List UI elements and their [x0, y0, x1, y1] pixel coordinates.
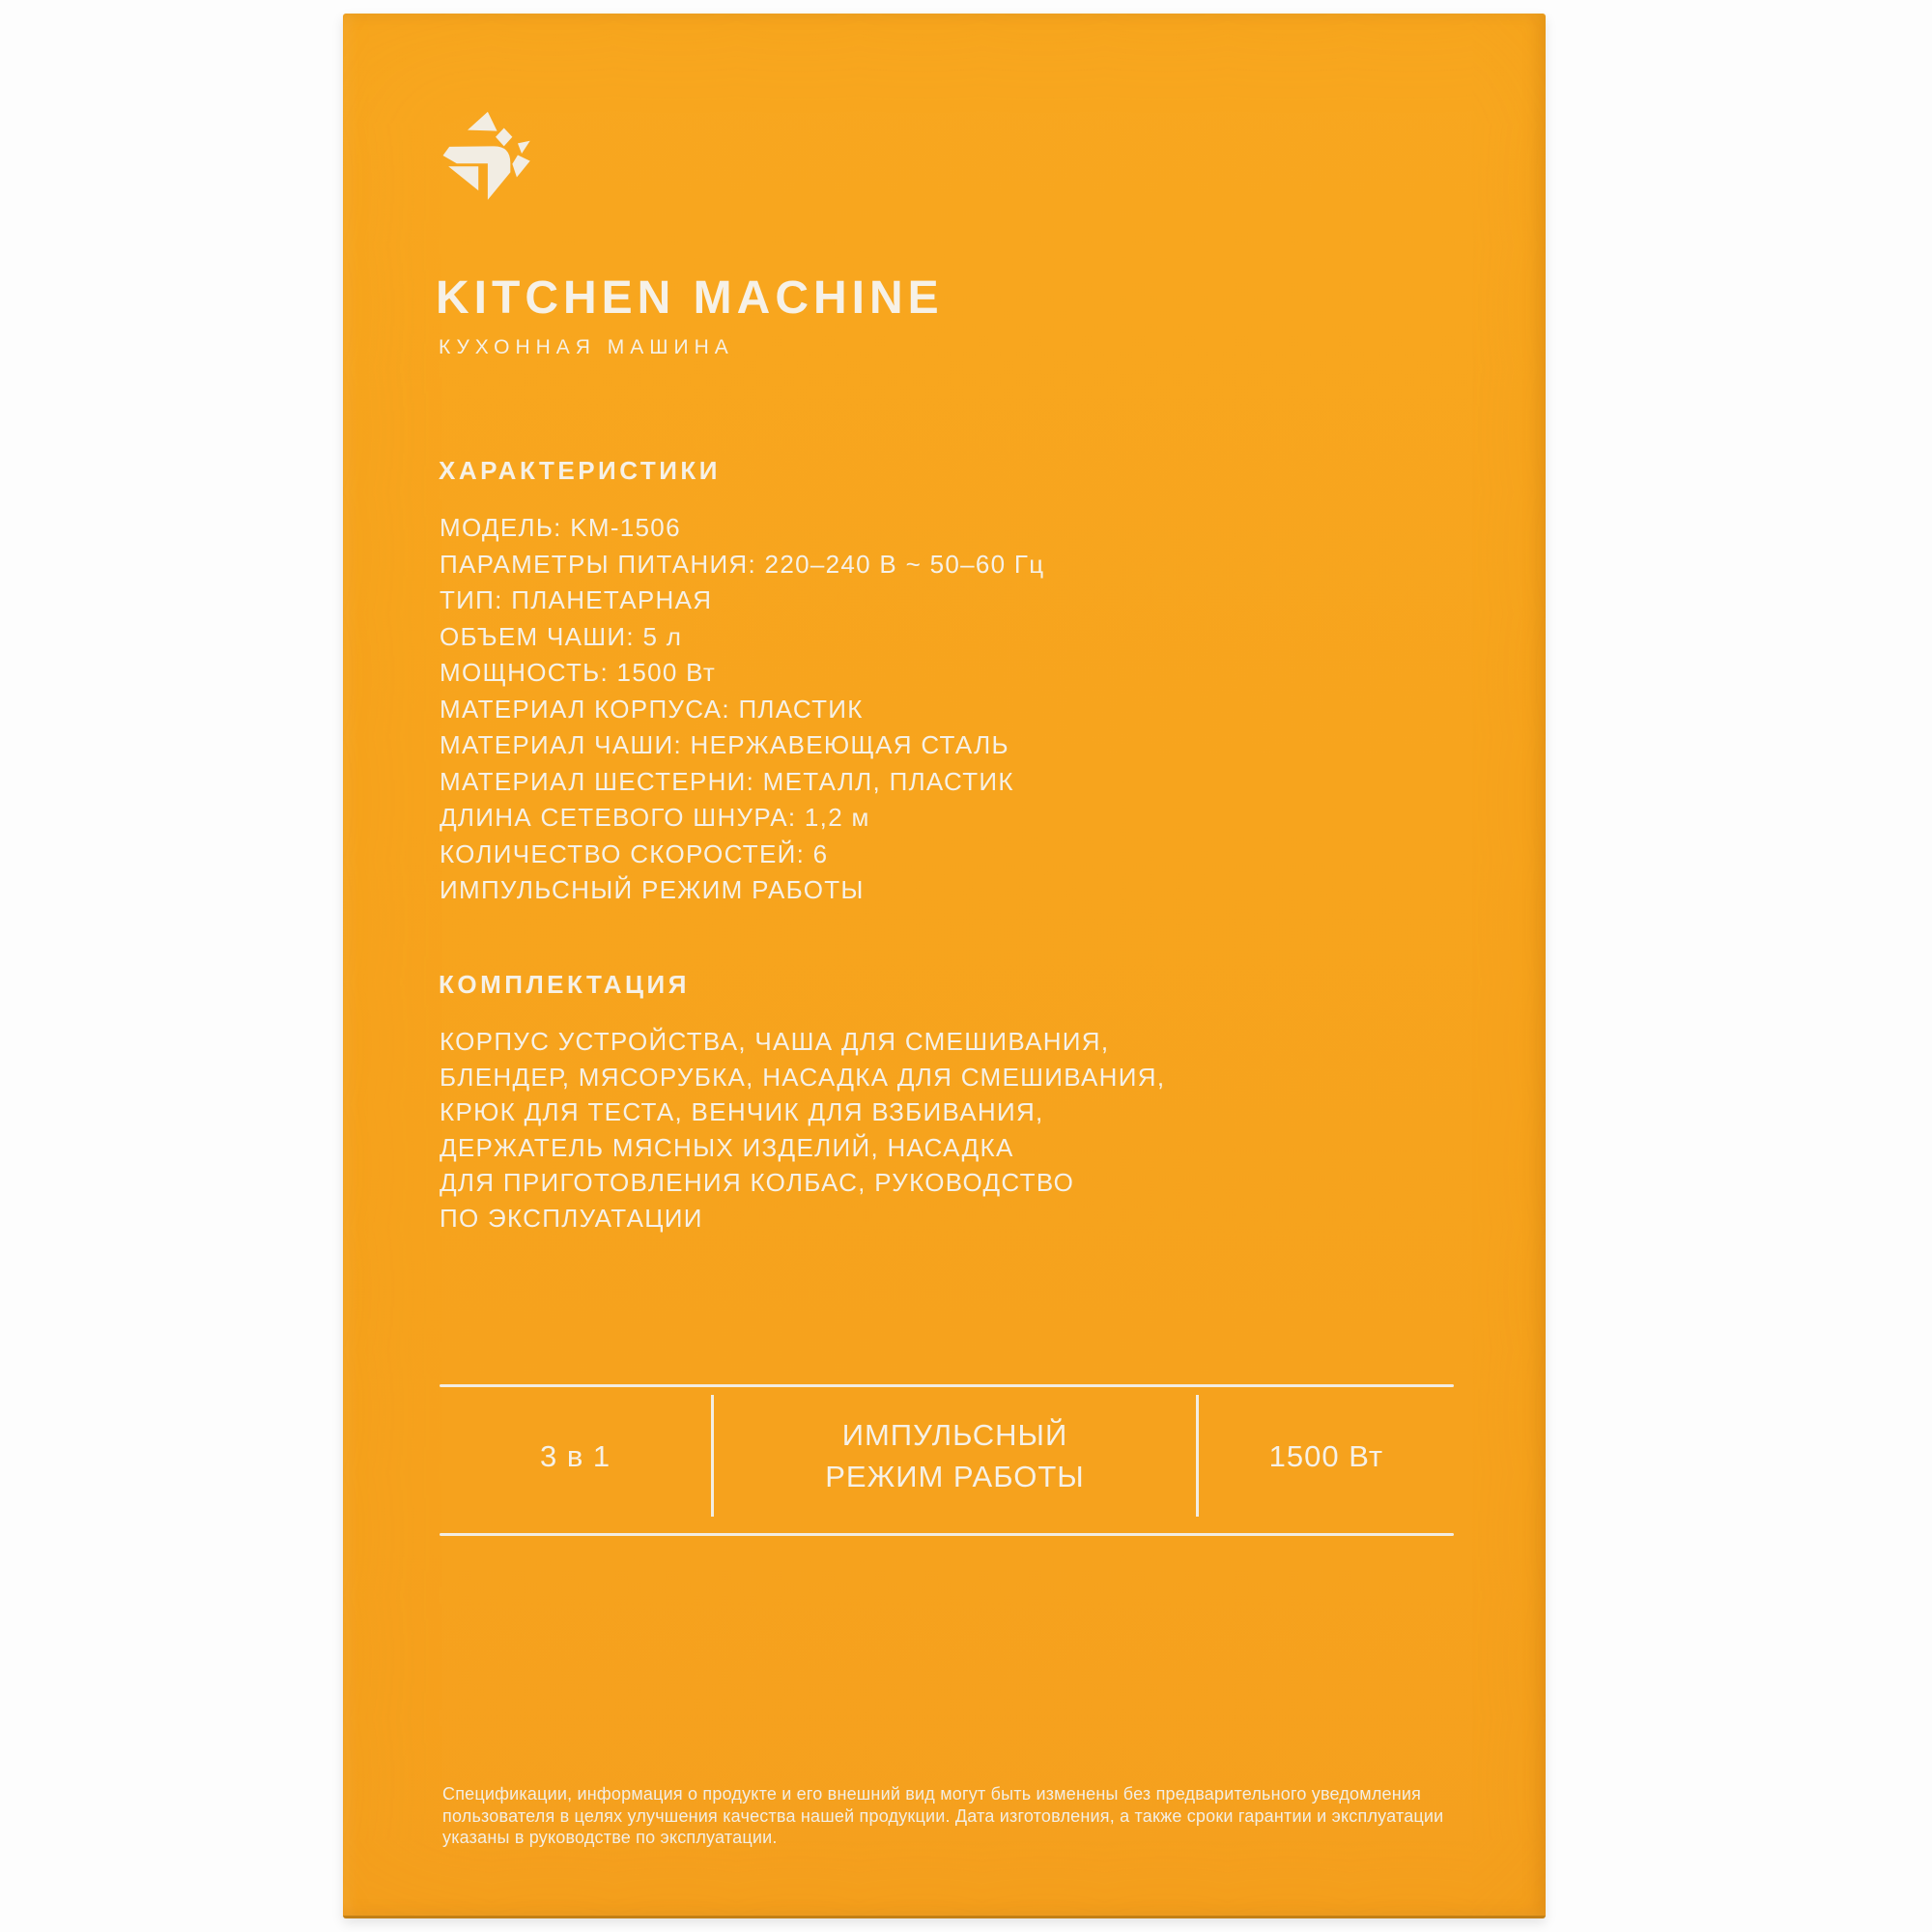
- feature-bar-bottom-rule: [440, 1533, 1454, 1536]
- feature-pulse-mode: [711, 1395, 1199, 1517]
- package-contents-list: [440, 1024, 1165, 1236]
- spec-line: МАТЕРИАЛ ЧАШИ: НЕРЖАВЕЮЩАЯ СТАЛЬ: [440, 730, 1009, 759]
- feature-power: [1199, 1395, 1454, 1517]
- package-line: ДЕРЖАТЕЛЬ МЯСНЫХ ИЗДЕЛИЙ, НАСАДКА: [440, 1132, 1014, 1162]
- package-line: ПО ЭКСПЛУАТАЦИИ: [440, 1203, 703, 1233]
- spec-line: ОБЪЕМ ЧАШИ: 5 л: [440, 621, 683, 651]
- feature-pulse-line2: РЕЖИМ РАБОТЫ: [825, 1460, 1085, 1493]
- package-line: БЛЕНДЕР, МЯСОРУБКА, НАСАДКА ДЛЯ СМЕШИВАНИЯ,: [440, 1062, 1166, 1092]
- product-subtitle: КУХОННАЯ МАШИНА: [439, 336, 734, 358]
- specs-heading: ХАРАКТЕРИСТИКИ: [439, 456, 721, 485]
- feature-3in1: [440, 1395, 711, 1517]
- legal-line: Спецификации, информация о продукте и его внешний вид могут быть изменены без предварительного уведомления: [442, 1784, 1422, 1804]
- spec-line: КОЛИЧЕСТВО СКОРОСТЕЙ: 6: [440, 838, 829, 868]
- spec-line: МОДЕЛЬ: KM-1506: [440, 513, 681, 542]
- spec-line: МАТЕРИАЛ КОРПУСА: ПЛАСТИК: [440, 694, 864, 724]
- legal-disclaimer: [442, 1783, 1444, 1849]
- feature-3in1-label: 3 в 1: [540, 1438, 611, 1473]
- package-contents-heading: КОМПЛЕКТАЦИЯ: [439, 970, 690, 999]
- dexp-logo-icon: [414, 81, 572, 224]
- specs-list: [440, 510, 1044, 909]
- spec-line: МОЩНОСТЬ: 1500 Вт: [440, 658, 717, 687]
- feature-power-label: 1500 Вт: [1268, 1438, 1384, 1473]
- package-line: ДЛЯ ПРИГОТОВЛЕНИЯ КОЛБАС, РУКОВОДСТВО: [440, 1168, 1075, 1198]
- spec-line: ТИП: ПЛАНЕТАРНАЯ: [440, 585, 713, 614]
- package-line: КРЮК ДЛЯ ТЕСТА, ВЕНЧИК ДЛЯ ВЗБИВАНИЯ,: [440, 1097, 1044, 1127]
- product-title: KITCHEN MACHINE: [436, 272, 944, 324]
- feature-bar-top-rule: [440, 1384, 1454, 1387]
- package-line: КОРПУС УСТРОЙСТВА, ЧАША ДЛЯ СМЕШИВАНИЯ,: [440, 1027, 1110, 1056]
- legal-line: пользователя в целях улучшения качества нашей продукции. Дата изготовления, а также сроки гарантии и эксплуатации: [442, 1805, 1444, 1826]
- spec-line: МАТЕРИАЛ ШЕСТЕРНИ: МЕТАЛЛ, ПЛАСТИК: [440, 766, 1014, 796]
- spec-line: ДЛИНА СЕТЕВОГО ШНУРА: 1,2 м: [440, 803, 870, 832]
- feature-pulse-line1: ИМПУЛЬСНЫЙ: [841, 1418, 1068, 1452]
- legal-line: указаны в руководстве по эксплуатации.: [442, 1828, 778, 1847]
- logo-diamond-shape: [496, 128, 512, 147]
- spec-line: ИМПУЛЬСНЫЙ РЕЖИМ РАБОТЫ: [440, 875, 865, 904]
- logo-small-wedge-shape: [518, 141, 530, 154]
- logo-kite-shape: [512, 156, 529, 178]
- logo-roof-shape: [468, 112, 497, 131]
- feature-bar: [440, 1395, 1454, 1517]
- spec-line: ПАРАМЕТРЫ ПИТАНИЯ: 220–240 В ~ 50–60 Гц: [440, 549, 1045, 579]
- package-back-panel: [343, 14, 1546, 1918]
- logo-triangle-shape: [448, 166, 478, 190]
